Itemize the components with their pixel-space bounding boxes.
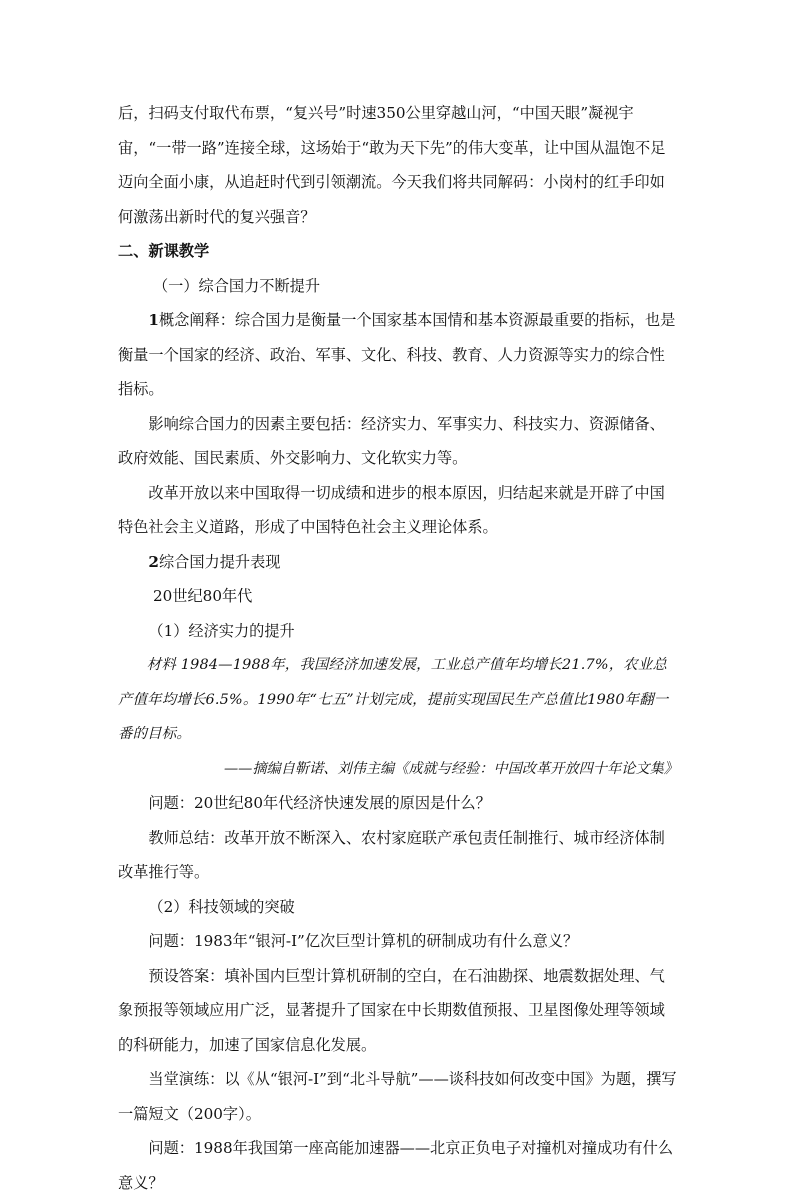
question-3: 问题：1988年我国第一座高能加速器——北京正负电子对撞机对撞成功有什么意义？ bbox=[118, 1139, 674, 1192]
intro-paragraph: 后，扫码支付取代布票，“复兴号”时速350公里穿越山河，“中国天眼”凝视宇宙，“一带一路”连接全球，这场始于“敢为天下先”的伟大变革，让中国从温饱不足迈向全面小康，从追赶时代到引领潮流。今天我们将共同解码：小岗村的红手印如何激荡出新时代的复兴强音？ bbox=[118, 104, 666, 226]
era-label: 20世纪80年代 bbox=[152, 587, 253, 605]
item2-text: 综合国力提升表现 bbox=[158, 552, 281, 571]
factors-paragraph: 影响综合国力的因素主要包括：经济实力、军事实力、科技实力、资源储备、政府效能、国民素质、外交影响力、文化软实力等。 bbox=[118, 414, 665, 467]
sub-heading-economy: （1）经济实力的提升 bbox=[148, 621, 295, 640]
sub-heading-technology: （2）科技领域的突破 bbox=[148, 897, 295, 916]
reform-paragraph: 改革开放以来中国取得一切成绩和进步的根本原因，归结起来就是开辟了中国特色社会主义道路，形成了中国特色社会主义理论体系。 bbox=[118, 483, 665, 536]
concept-paragraph bbox=[118, 303, 678, 407]
class-exercise: 当堂演练：以《从“银河-I”到“北斗导航”——谈科技如何改变中国》为题，撰写一篇短文（200字）。 bbox=[118, 1070, 677, 1123]
question-1: 问题：20世纪80年代经济快速发展的原因是什么？ bbox=[148, 794, 491, 812]
teacher-summary: 教师总结：改革开放不断深入、农村家庭联产承包责任制推行、城市经济体制改革推行等。 bbox=[118, 828, 665, 881]
concept-text: 概念阐释：综合国力是衡量一个国家基本国情和基本资源最重要的指标，也是衡量一个国家的经济、政治、军事、文化、科技、教育、人力资源等实力的综合性指标。 bbox=[118, 311, 676, 398]
material-quote: 材料 1984—1988年，我国经济加速发展，工业总产值年均增长21.7%，农业总产值年均增长6.5%。1990年“七五”计划完成，提前实现国民生产总值比1980年翻一番的目标。 bbox=[118, 657, 669, 742]
sub-heading-comprehensive-power: （一）综合国力不断提升 bbox=[152, 276, 321, 295]
material-source: ——摘编自靳诺、刘伟主编《成就与经验：中国改革开放四十年论文集》 bbox=[223, 760, 678, 777]
item2-number: 2 bbox=[148, 552, 159, 571]
concept-number: 1 bbox=[148, 311, 159, 329]
document-body bbox=[118, 0, 678, 1200]
item2-heading bbox=[118, 545, 678, 580]
question-2: 问题：1983年“银河-I”亿次巨型计算机的研制成功有什么意义？ bbox=[148, 932, 579, 950]
preset-answer: 预设答案：填补国内巨型计算机研制的空白，在石油勘探、地震数据处理、气象预报等领域应用广泛，显著提升了国家在中长期数值预报、卫星图像处理等领域的科研能力，加速了国家信息化发展。 bbox=[118, 966, 665, 1054]
section-heading: 二、新课教学 bbox=[118, 242, 210, 260]
